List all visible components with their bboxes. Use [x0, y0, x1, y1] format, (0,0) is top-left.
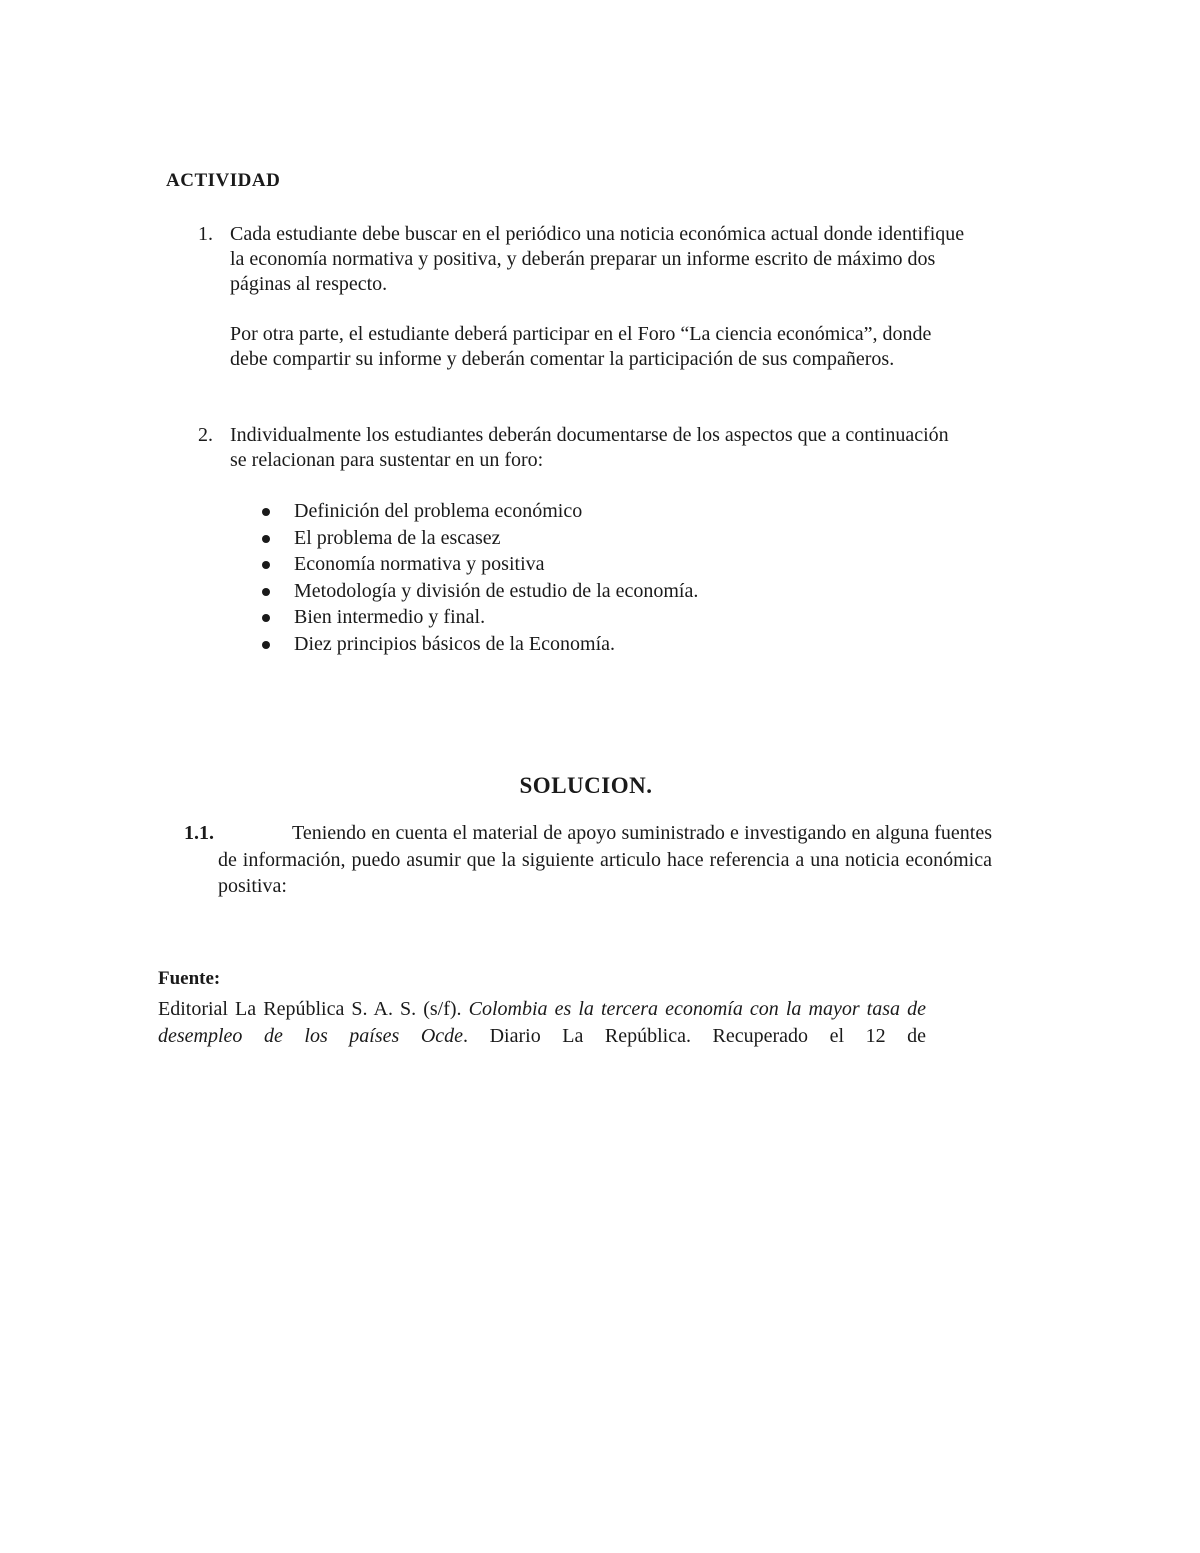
- item-text: Teniendo en cuenta el material de apoyo suministrado e investigando en alguna fuentes de información, puedo asumir que la siguiente articulo hace referencia a una noticia económica positiva:: [218, 822, 992, 897]
- source-reference: [158, 996, 926, 1050]
- list-item-text: Definición del problema económico: [294, 500, 583, 522]
- reference-suffix: . Diario La República. Recuperado el 12 de: [463, 1025, 927, 1047]
- list-item: [258, 498, 698, 525]
- reference-prefix: Editorial La República S. A. S. (s/f).: [158, 998, 469, 1020]
- list-item-text: Bien intermedio y final.: [294, 606, 486, 628]
- list-item-text: Economía normativa y positiva: [294, 553, 545, 575]
- list-item: [258, 525, 698, 552]
- bullet-icon: [262, 561, 270, 569]
- bullet-icon: [262, 614, 270, 622]
- topics-bullet-list: [258, 498, 698, 657]
- list-item-text: Diez principios básicos de la Economía.: [294, 632, 616, 655]
- list-item-text: El problema de la escasez: [294, 526, 501, 549]
- activity-heading: ACTIVIDAD: [166, 170, 281, 191]
- bullet-icon: [262, 588, 270, 596]
- bullet-icon: [262, 508, 270, 516]
- activity-item-1-paragraph-2: Por otra parte, el estudiante deberá participar en el Foro “La ciencia económica”, donde debe compartir su informe y deberán comentar la participación de sus compañeros.: [230, 323, 932, 370]
- list-item: [258, 551, 698, 578]
- reference-title: Colombia es la tercera economía con la mayor tasa de desempleo de los países Ocde: [158, 998, 926, 1047]
- source-label: Fuente:: [158, 968, 221, 989]
- list-item: [258, 578, 698, 605]
- list-item: [258, 631, 698, 658]
- item-text: Cada estudiante debe buscar en el periódico una noticia económica actual donde identifique la economía normativa y positiva, y deberán preparar un informe escrito de máximo dos páginas al respecto.: [230, 223, 965, 295]
- item-number: 1.: [198, 223, 213, 245]
- bullet-icon: [262, 535, 270, 543]
- solution-heading: SOLUCION.: [519, 773, 653, 798]
- item-number: 2.: [198, 424, 213, 446]
- solution-item-1-1: [184, 820, 992, 900]
- list-item-text: Metodología y división de estudio de la economía.: [294, 579, 699, 602]
- bullet-icon: [262, 641, 270, 649]
- list-item: [258, 604, 698, 631]
- item-text: Individualmente los estudiantes deberán documentarse de los aspectos que a continuación se relacionan para sustentar en un foro:: [230, 424, 949, 471]
- item-number: 1.1.: [184, 822, 214, 844]
